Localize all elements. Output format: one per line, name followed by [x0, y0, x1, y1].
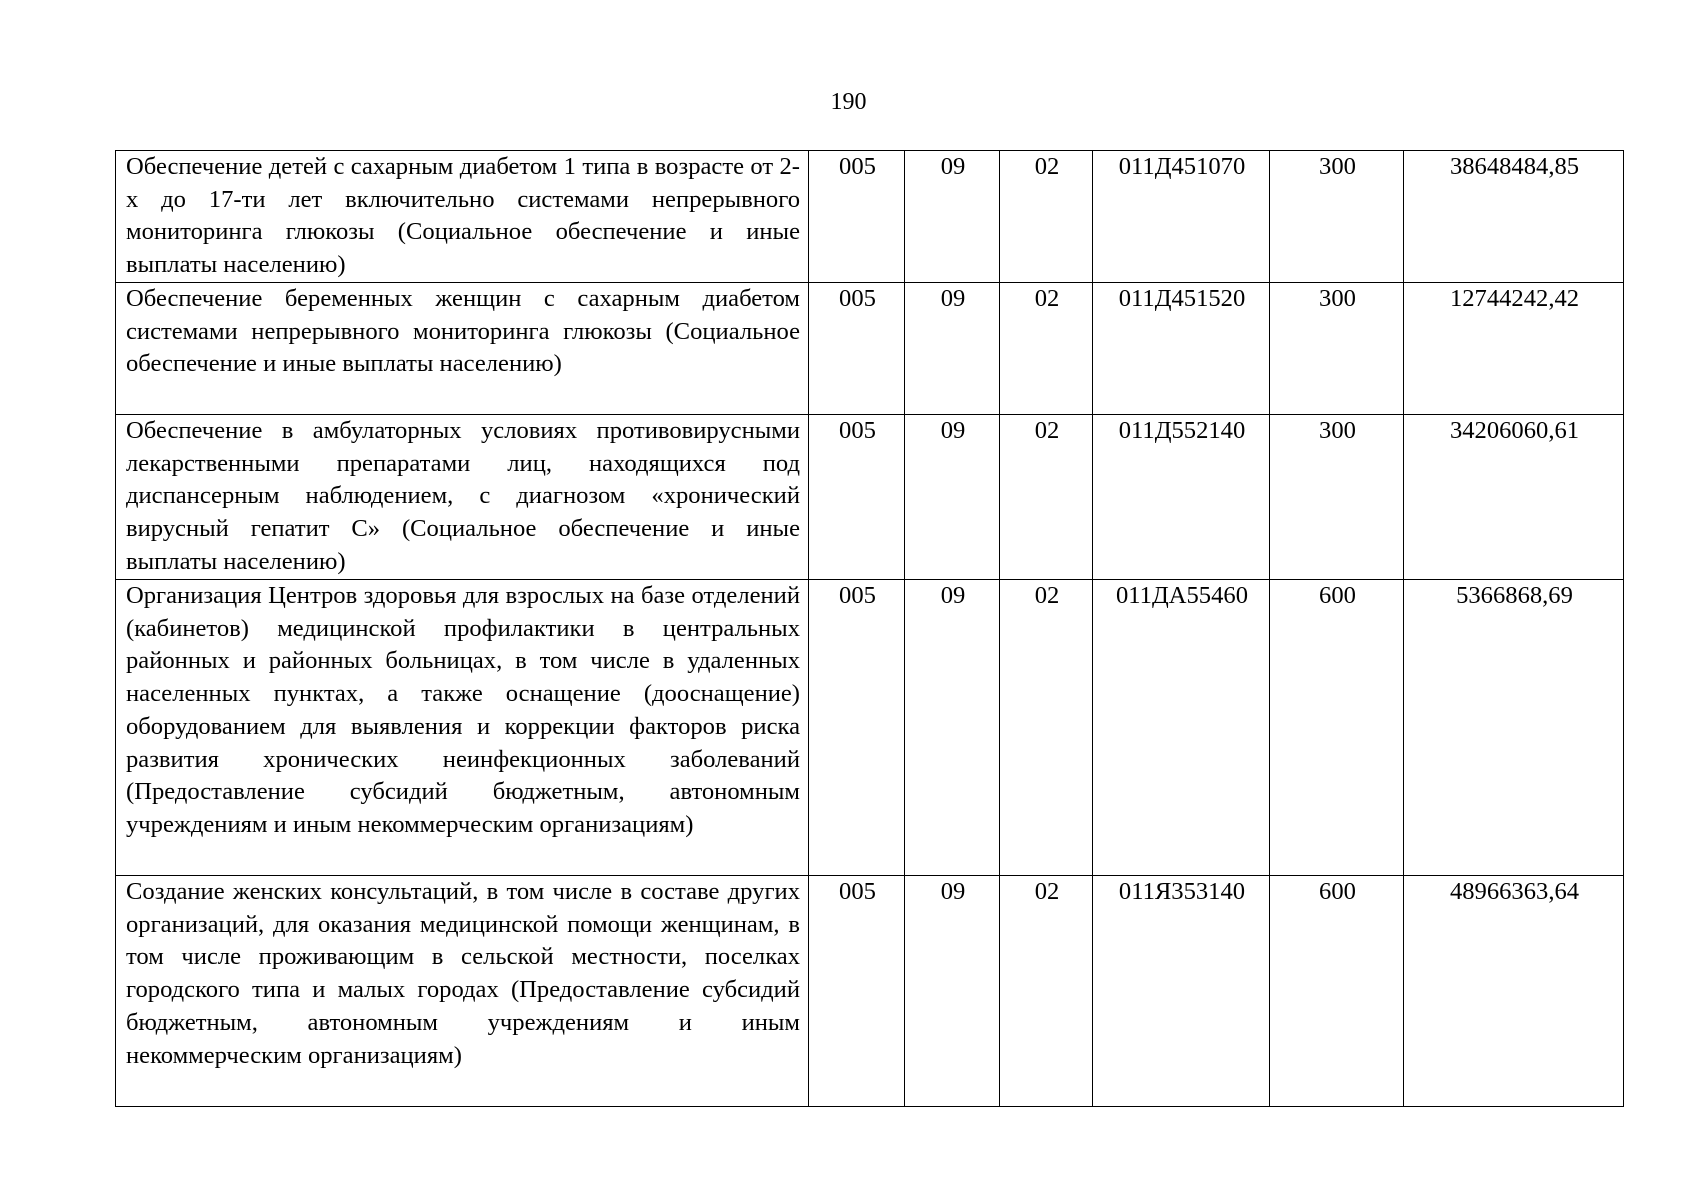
ministry-code: 005	[809, 151, 905, 283]
expense-type-code: 300	[1270, 283, 1404, 415]
row-description: Обеспечение в амбулаторных условиях противовирусными лекарственными препаратами лиц, находящихся под диспансерным наблюдением, с диагнозом «хронический вирусный гепатит С» (Социальное обеспечение и иные выплаты населению)	[116, 415, 809, 580]
expense-type-code: 600	[1270, 580, 1404, 876]
target-article-code: 011Д451070	[1093, 151, 1270, 283]
amount-value: 12744242,42	[1404, 283, 1624, 415]
section-code: 09	[905, 415, 1000, 580]
subsection-code: 02	[1000, 283, 1093, 415]
subsection-code: 02	[1000, 415, 1093, 580]
budget-table	[115, 150, 1624, 1107]
ministry-code: 005	[809, 415, 905, 580]
amount-value: 34206060,61	[1404, 415, 1624, 580]
subsection-code: 02	[1000, 876, 1093, 1107]
subsection-code: 02	[1000, 580, 1093, 876]
row-description: Обеспечение детей с сахарным диабетом 1 типа в возрасте от 2-х до 17-ти лет включительно системами непрерывного мониторинга глюкозы (Социальное обеспечение и иные выплаты населению)	[116, 151, 809, 283]
expense-type-code: 600	[1270, 876, 1404, 1107]
subsection-code: 02	[1000, 151, 1093, 283]
section-code: 09	[905, 151, 1000, 283]
amount-value: 38648484,85	[1404, 151, 1624, 283]
table-row	[116, 283, 1624, 415]
table-row	[116, 876, 1624, 1107]
row-description: Создание женских консультаций, в том числе в составе других организаций, для оказания медицинской помощи женщинам, в том числе проживающим в сельской местности, поселках городского типа и малых городах (Предоставление субсидий бюджетным, автономным учреждениям и иным некоммерческим организациям)	[116, 876, 809, 1107]
table-row	[116, 415, 1624, 580]
amount-value: 5366868,69	[1404, 580, 1624, 876]
section-code: 09	[905, 876, 1000, 1107]
target-article-code: 011ДА55460	[1093, 580, 1270, 876]
page-number: 190	[830, 89, 867, 115]
expense-type-code: 300	[1270, 415, 1404, 580]
ministry-code: 005	[809, 876, 905, 1107]
table-row	[116, 151, 1624, 283]
ministry-code: 005	[809, 283, 905, 415]
row-description: Обеспечение беременных женщин с сахарным диабетом системами непрерывного мониторинга глюкозы (Социальное обеспечение и иные выплаты населению)	[116, 283, 809, 415]
ministry-code: 005	[809, 580, 905, 876]
table-row	[116, 580, 1624, 876]
row-description: Организация Центров здоровья для взрослых на базе отделений (кабинетов) медицинской профилактики в центральных районных и районных больницах, в том числе в удаленных населенных пунктах, а также оснащение (дооснащение) оборудованием для выявления и коррекции факторов риска развития хронических неинфекционных заболеваний (Предоставление субсидий бюджетным, автономным учреждениям и иным некоммерческим организациям)	[116, 580, 809, 876]
target-article-code: 011Я353140	[1093, 876, 1270, 1107]
expense-type-code: 300	[1270, 151, 1404, 283]
section-code: 09	[905, 580, 1000, 876]
target-article-code: 011Д451520	[1093, 283, 1270, 415]
target-article-code: 011Д552140	[1093, 415, 1270, 580]
section-code: 09	[905, 283, 1000, 415]
amount-value: 48966363,64	[1404, 876, 1624, 1107]
